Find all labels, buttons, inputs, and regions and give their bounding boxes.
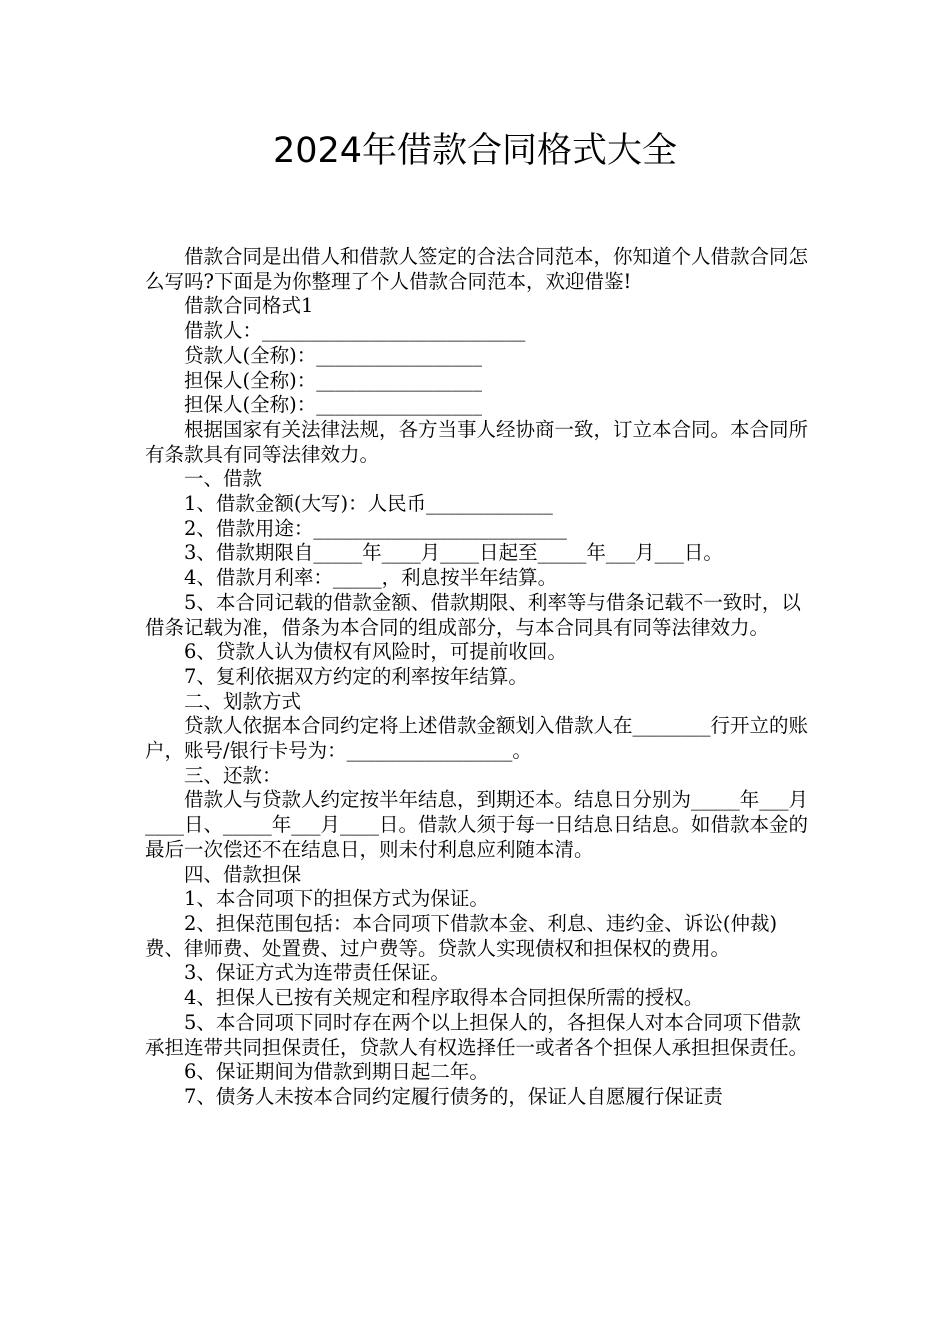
clause-guarantee-5: 5、本合同项下同时存在两个以上担保人的，各担保人对本合同项下借款承担连带共同担保责任，贷款人有权选择任一或者各个担保人承担担保责任。 (145, 1010, 809, 1059)
paragraph-guarantor-2: 担保人(全称)：_________________ (184, 393, 482, 417)
clause-transfer: 贷款人依据本合同约定将上述借款金额划入借款人在________行开立的账户，账号/银行卡号为：_________________。 (145, 714, 809, 763)
clause-guarantee-2: 2、担保范围包括：本合同项下借款本金、利息、违约金、诉讼(仲裁)费、律师费、处置费、过户费等。贷款人实现债权和担保权的费用。 (145, 911, 778, 960)
section-heading-transfer: 二、划款方式 (184, 689, 302, 713)
clause-loan-6: 6、贷款人认为债权有风险时，可提前收回。 (184, 640, 567, 664)
paragraph-format-heading: 借款合同格式1 (184, 294, 314, 318)
clause-loan-7: 7、复利依据双方约定的利率按年结算。 (184, 664, 528, 688)
clause-repayment: 借款人与贷款人约定按半年结息，到期还本。结息日分别为_____年___月____日、_____年___月____日。借款人须于每一日结息日结息。如借款本金的最后一次偿还不在结息日，则未付利息应利随本清。 (145, 788, 809, 861)
clause-guarantee-3: 3、保证方式为连带责任保证。 (184, 961, 450, 985)
clause-guarantee-4: 4、担保人已按有关规定和程序取得本合同担保所需的授权。 (184, 986, 704, 1010)
paragraph-preamble: 根据国家有关法律法规，各方当事人经协商一致，订立本合同。本合同所有条款具有同等法律效力。 (145, 417, 809, 466)
document-body (145, 245, 808, 1110)
clause-guarantee-7: 7、债务人未按本合同约定履行债务的，保证人自愿履行保证责 (184, 1084, 723, 1108)
section-heading-guarantee: 四、借款担保 (184, 862, 302, 886)
clause-loan-4: 4、借款月利率：_____，利息按半年结算。 (184, 566, 558, 590)
clause-loan-3: 3、借款期限自_____年____月____日起至_____年___月___日。 (184, 541, 723, 565)
paragraph-borrower: 借款人：___________________________ (184, 319, 526, 343)
clause-loan-2: 2、借款用途：__________________________ (184, 516, 567, 540)
document-title: 2024年借款合同格式大全 (272, 131, 678, 171)
paragraph-intro: 借款合同是出借人和借款人签定的合法合同范本，你知道个人借款合同怎么写吗?下面是为你整理了个人借款合同范本，欢迎借鉴! (145, 245, 809, 293)
paragraph-lender: 贷款人(全称)：_________________ (184, 343, 482, 367)
section-heading-loan: 一、借款 (184, 467, 263, 491)
section-heading-repayment: 三、还款： (184, 763, 282, 787)
paragraph-guarantor-1: 担保人(全称)：_________________ (184, 368, 482, 392)
clause-loan-5: 5、本合同记载的借款金额、借款期限、利率等与借条记载不一致时，以借条记载为准，借条为本合同的组成部分，与本合同具有同等法律效力。 (145, 590, 801, 639)
clause-guarantee-1: 1、本合同项下的担保方式为保证。 (184, 887, 489, 911)
clause-loan-1: 1、借款金额(大写)：人民币_____________ (184, 492, 553, 516)
clause-guarantee-6: 6、保证期间为借款到期日起二年。 (184, 1060, 489, 1084)
